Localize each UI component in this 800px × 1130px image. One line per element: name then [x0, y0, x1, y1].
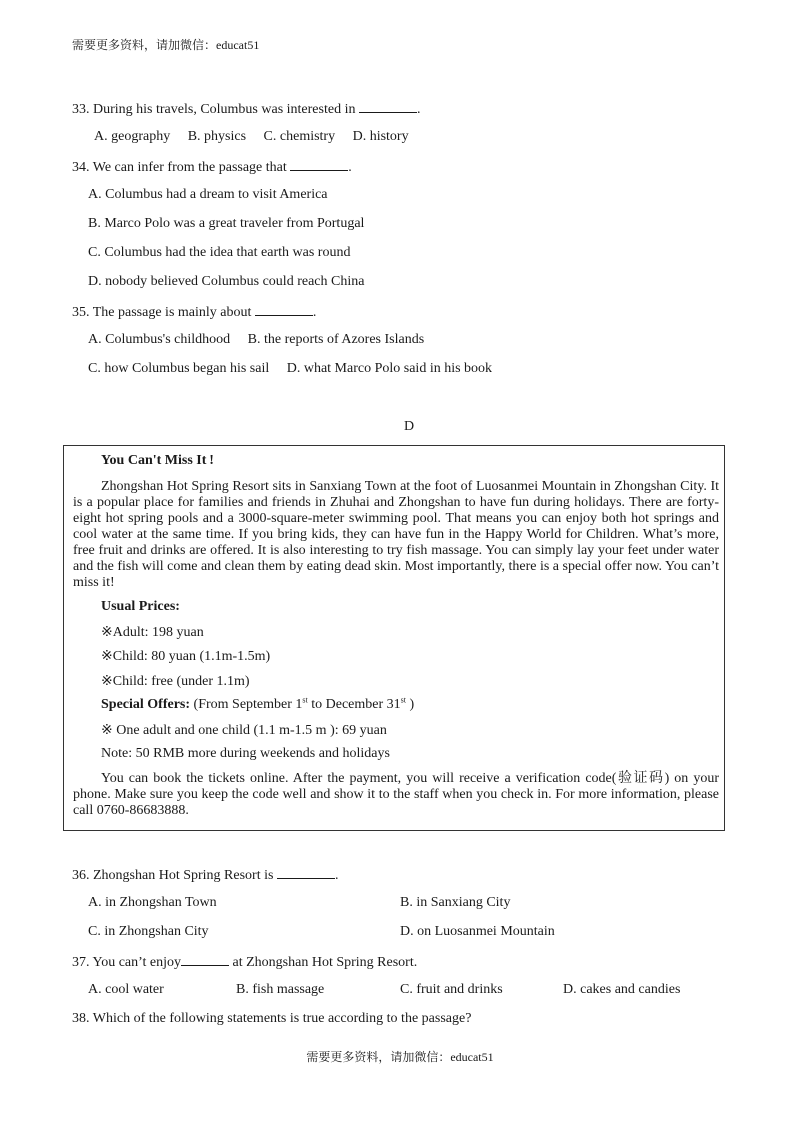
special-offer-item: ※ One adult and one child (1.1 m-1.5 m ): 69 yuan: [101, 723, 387, 738]
question-36-stem: 36. Zhongshan Hot Spring Resort is .: [72, 868, 339, 883]
question-35-options-cd: [88, 361, 492, 377]
price-child: ※Child: 80 yuan (1.1m-1.5m): [101, 649, 271, 664]
question-33-stem-text: 33. During his travels, Columbus was interested in: [72, 102, 359, 117]
question-37-option-d: D. cakes and candies: [563, 982, 681, 997]
passage-closing: You can book the tickets online. After the payment, you will receive a verification code(验证码) on your phone. Make sure you keep the code well and show it to the staff when you check in. For more information, please call 0760-86683888.: [73, 771, 719, 818]
price-adult: ※Adult: 198 yuan: [101, 625, 204, 640]
answer-blank: [290, 158, 348, 171]
question-33-options: [94, 129, 409, 145]
special-offers-label: Special Offers:: [101, 697, 191, 712]
question-34-option-d: D. nobody believed Columbus could reach China: [88, 274, 365, 289]
option-a: A. Columbus's childhood: [88, 332, 231, 347]
question-35-stem: 35. The passage is mainly about .: [72, 305, 317, 320]
section-letter-d: D: [403, 419, 415, 434]
option-b: B. physics: [187, 129, 247, 144]
answer-blank: [255, 303, 313, 316]
question-34-stem: 34. We can infer from the passage that .: [72, 160, 352, 175]
answer-blank: [181, 953, 229, 966]
question-36-option-a: A. in Zhongshan Town: [88, 895, 217, 910]
question-37-option-c: C. fruit and drinks: [400, 982, 503, 997]
passage-title: You Can't Miss It !: [101, 453, 214, 468]
question-34-option-a: A. Columbus had a dream to visit America: [88, 187, 328, 202]
question-34-option-c: C. Columbus had the idea that earth was round: [88, 245, 351, 260]
answer-blank: [277, 866, 335, 879]
passage-box: [63, 445, 725, 831]
question-38-stem: 38. Which of the following statements is true according to the passage?: [72, 1011, 472, 1026]
option-a: A. geography: [94, 129, 171, 144]
passage-body: Zhongshan Hot Spring Resort sits in Sanxiang Town at the foot of Luosanmei Mountain in Zhongshan City. It is a popular place for families and friends in Zhuhai and Zhongshan to have fun during holidays. There are forty-eight hot spring pools and a 3000-square-meter swimming pool. That means you can enjoy both hot springs and cool water at the same time. If you bring kids, they can have fun in the Happy World for Children. What’s more, free fruit and drinks are offered. It is also interesting to try fish massage. You can simply lay your feet under water and the fish will come and clean them by eating dead skin. Most importantly, there is a special offer now. You can’t miss it!: [73, 479, 719, 590]
answer-blank: [359, 100, 417, 113]
question-34-option-b: B. Marco Polo was a great traveler from Portugal: [88, 216, 365, 231]
question-37-option-a: A. cool water: [88, 982, 164, 997]
question-36-option-d: D. on Luosanmei Mountain: [400, 924, 555, 939]
special-offers-line: Special Offers: (From September 1st to December 31st ): [101, 695, 415, 712]
question-33-stem: 33. During his travels, Columbus was interested in .: [72, 102, 421, 117]
option-b: B. the reports of Azores Islands: [247, 332, 425, 347]
page-footer-note: 需要更多资料，请加微信：educat51: [306, 1050, 494, 1064]
question-36-option-c: C. in Zhongshan City: [88, 924, 209, 939]
question-37-option-b: B. fish massage: [236, 982, 325, 997]
question-36-option-b: B. in Sanxiang City: [400, 895, 511, 910]
price-note: Note: 50 RMB more during weekends and holidays: [101, 746, 390, 761]
question-35-options-ab: [88, 332, 424, 348]
page-header-note: 需要更多资料，请加微信：educat51: [72, 38, 260, 52]
usual-prices-label: Usual Prices:: [101, 599, 180, 614]
question-37-stem: 37. You can’t enjoy at Zhongshan Hot Spring Resort.: [72, 955, 418, 970]
option-d: D. history: [352, 129, 409, 144]
price-child-free: ※Child: free (under 1.1m): [101, 674, 250, 689]
option-c: C. chemistry: [263, 129, 336, 144]
option-d: D. what Marco Polo said in his book: [286, 361, 493, 376]
option-c: C. how Columbus began his sail: [88, 361, 270, 376]
